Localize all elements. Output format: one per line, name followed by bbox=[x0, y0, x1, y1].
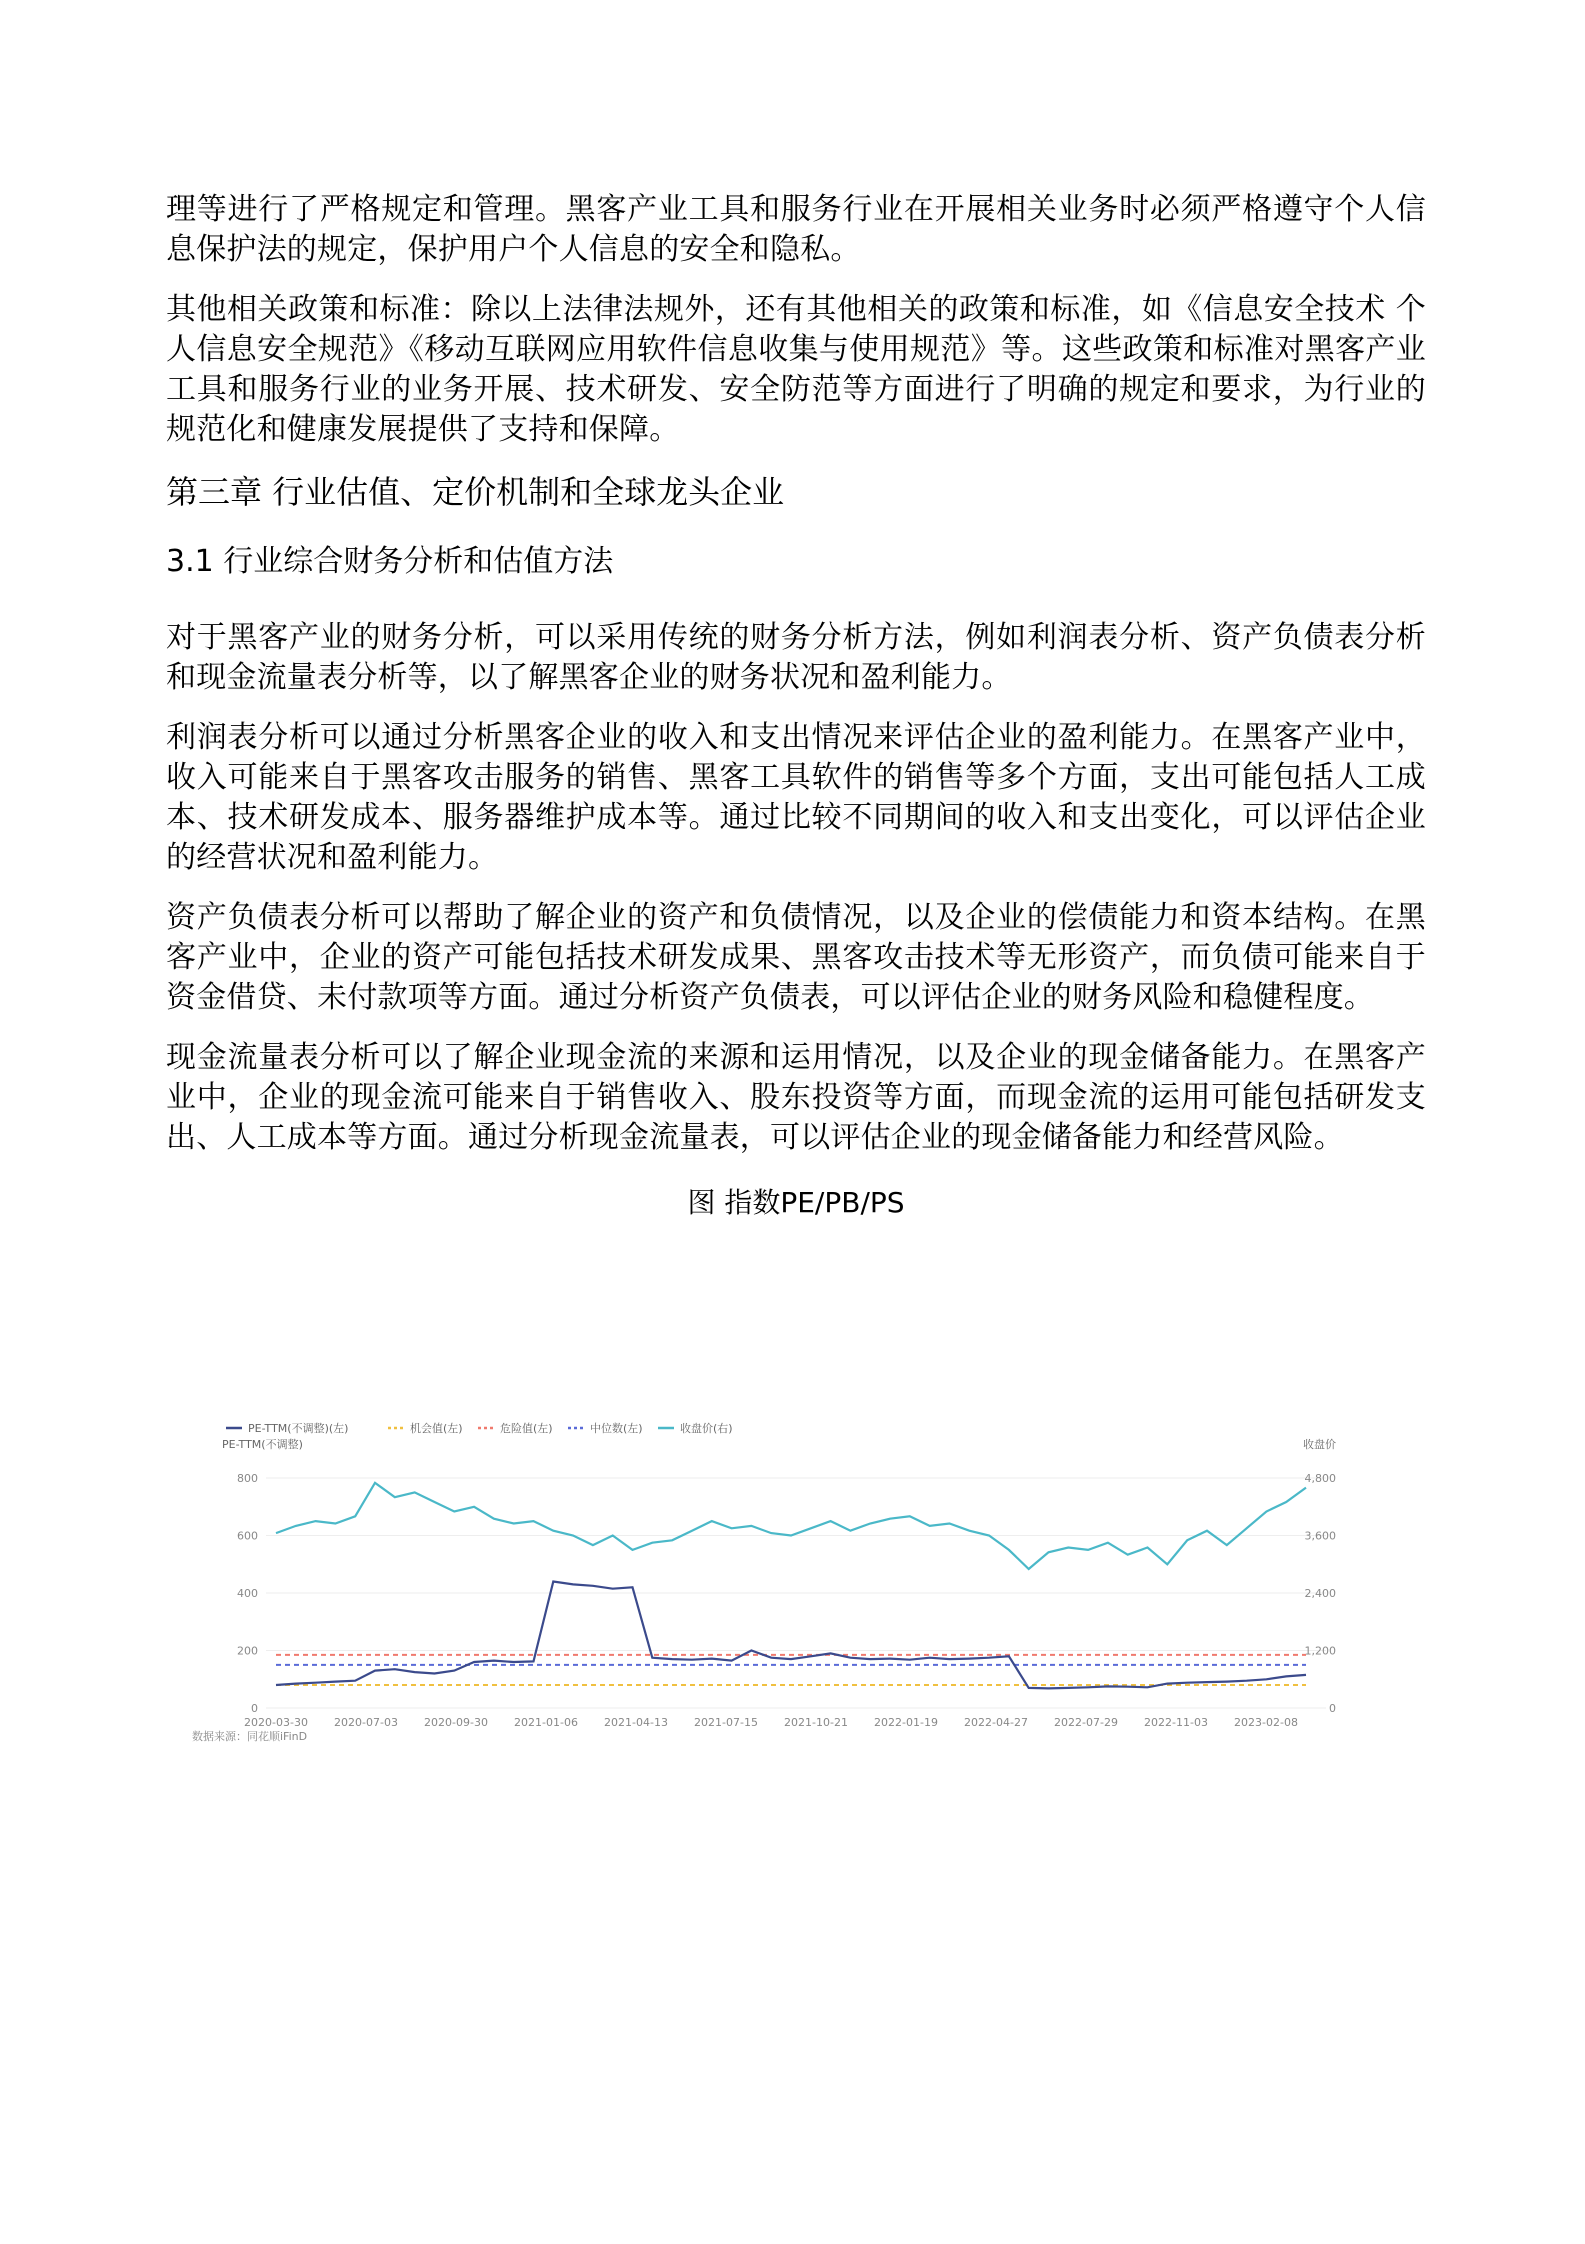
right-tick-label: 2,400 bbox=[1304, 1587, 1336, 1600]
paragraph: 理等进行了严格规定和管理。黑客产业工具和服务行业在开展相关业务时必须严格遵守个人信息保护法的规定，保护用户个人信息的安全和隐私。 bbox=[166, 192, 1426, 267]
legend-label: 危险值(左) bbox=[500, 1422, 553, 1435]
paragraph: 现金流量表分析可以了解企业现金流的来源和运用情况，以及企业的现金储备能力。在黑客产业中，企业的现金流可能来自于销售收入、股东投资等方面，而现金流的运用可能包括研发支出、人工成本等方面。通过分析现金流量表，可以评估企业的现金储备能力和经营风险。 bbox=[166, 1040, 1426, 1155]
data-source: 数据来源：同花顺iFinD bbox=[192, 1730, 308, 1743]
paragraph: 其他相关政策和标准：除以上法律法规外，还有其他相关的政策和标准，如《信息安全技术 个人信息安全规范》《移动互联网应用软件信息收集与使用规范》等。这些政策和标准对黑客产业工具和服务行业的业务开展、技术研发、安全防范等方面进行了明确的规定和要求，为行业的规范化和健康发展提供了支持和保障。 bbox=[166, 292, 1426, 447]
x-tick-label: 2021-10-21 bbox=[784, 1716, 848, 1729]
x-tick-label: 2022-04-27 bbox=[964, 1716, 1028, 1729]
left-tick-label: 400 bbox=[237, 1587, 258, 1600]
x-tick-label: 2022-07-29 bbox=[1054, 1716, 1118, 1729]
x-tick-label: 2022-01-19 bbox=[874, 1716, 938, 1729]
x-tick-label: 2021-01-06 bbox=[514, 1716, 578, 1729]
right-tick-label: 4,800 bbox=[1304, 1472, 1336, 1485]
left-tick-label: 600 bbox=[237, 1529, 258, 1543]
left-tick-label: 200 bbox=[237, 1644, 258, 1658]
x-tick-label: 2021-07-15 bbox=[694, 1716, 758, 1729]
document-page bbox=[166, 190, 1426, 1230]
chart-svg bbox=[186, 1416, 1356, 1746]
legend-label: 机会值(左) bbox=[410, 1422, 463, 1435]
left-axis-label: PE-TTM(不调整) bbox=[222, 1438, 303, 1451]
paragraph: 利润表分析可以通过分析黑客企业的收入和支出情况来评估企业的盈利能力。在黑客产业中，收入可能来自于黑客攻击服务的销售、黑客工具软件的销售等多个方面，支出可能包括人工成本、技术研发成本、服务器维护成本等。通过比较不同期间的收入和支出变化，可以评估企业的经营状况和盈利能力。 bbox=[166, 720, 1426, 875]
x-tick-label: 2021-04-13 bbox=[604, 1716, 668, 1729]
left-tick-label: 0 bbox=[251, 1702, 258, 1715]
section-title: 3.1 行业综合财务分析和估值方法 bbox=[166, 544, 614, 579]
legend-label: 中位数(左) bbox=[590, 1422, 643, 1435]
legend-label: 收盘价(右) bbox=[680, 1422, 733, 1435]
right-axis-label: 收盘价 bbox=[1303, 1438, 1336, 1451]
paragraph: 资产负债表分析可以帮助了解企业的资产和负债情况，以及企业的偿债能力和资本结构。在黑客产业中，企业的资产可能包括技术研发成果、黑客攻击技术等无形资产，而负债可能来自于资金借贷、未付款项等方面。通过分析资产负债表，可以评估企业的财务风险和稳健程度。 bbox=[166, 900, 1426, 1015]
pe-ttm-line bbox=[276, 1582, 1306, 1689]
x-tick-label: 2020-03-30 bbox=[244, 1716, 308, 1729]
left-tick-label: 800 bbox=[237, 1472, 258, 1485]
right-tick-label: 1,200 bbox=[1304, 1644, 1336, 1658]
right-tick-label: 3,600 bbox=[1304, 1529, 1336, 1543]
x-tick-label: 2020-09-30 bbox=[424, 1716, 488, 1729]
x-tick-label: 2020-07-03 bbox=[334, 1716, 398, 1729]
chapter-title: 第三章 行业估值、定价机制和全球龙头企业 bbox=[166, 473, 785, 511]
right-tick-label: 0 bbox=[1329, 1702, 1336, 1715]
x-tick-label: 2022-11-03 bbox=[1144, 1716, 1208, 1729]
pe-chart bbox=[186, 1416, 1356, 1746]
close-price-line bbox=[276, 1483, 1306, 1569]
figure-title: 图 指数PE/PB/PS bbox=[687, 1186, 905, 1219]
legend-label: PE-TTM(不调整)(左) bbox=[248, 1422, 349, 1435]
x-tick-label: 2023-02-08 bbox=[1234, 1716, 1298, 1729]
paragraph: 对于黑客产业的财务分析，可以采用传统的财务分析方法，例如利润表分析、资产负债表分析和现金流量表分析等，以了解黑客企业的财务状况和盈利能力。 bbox=[166, 620, 1426, 695]
